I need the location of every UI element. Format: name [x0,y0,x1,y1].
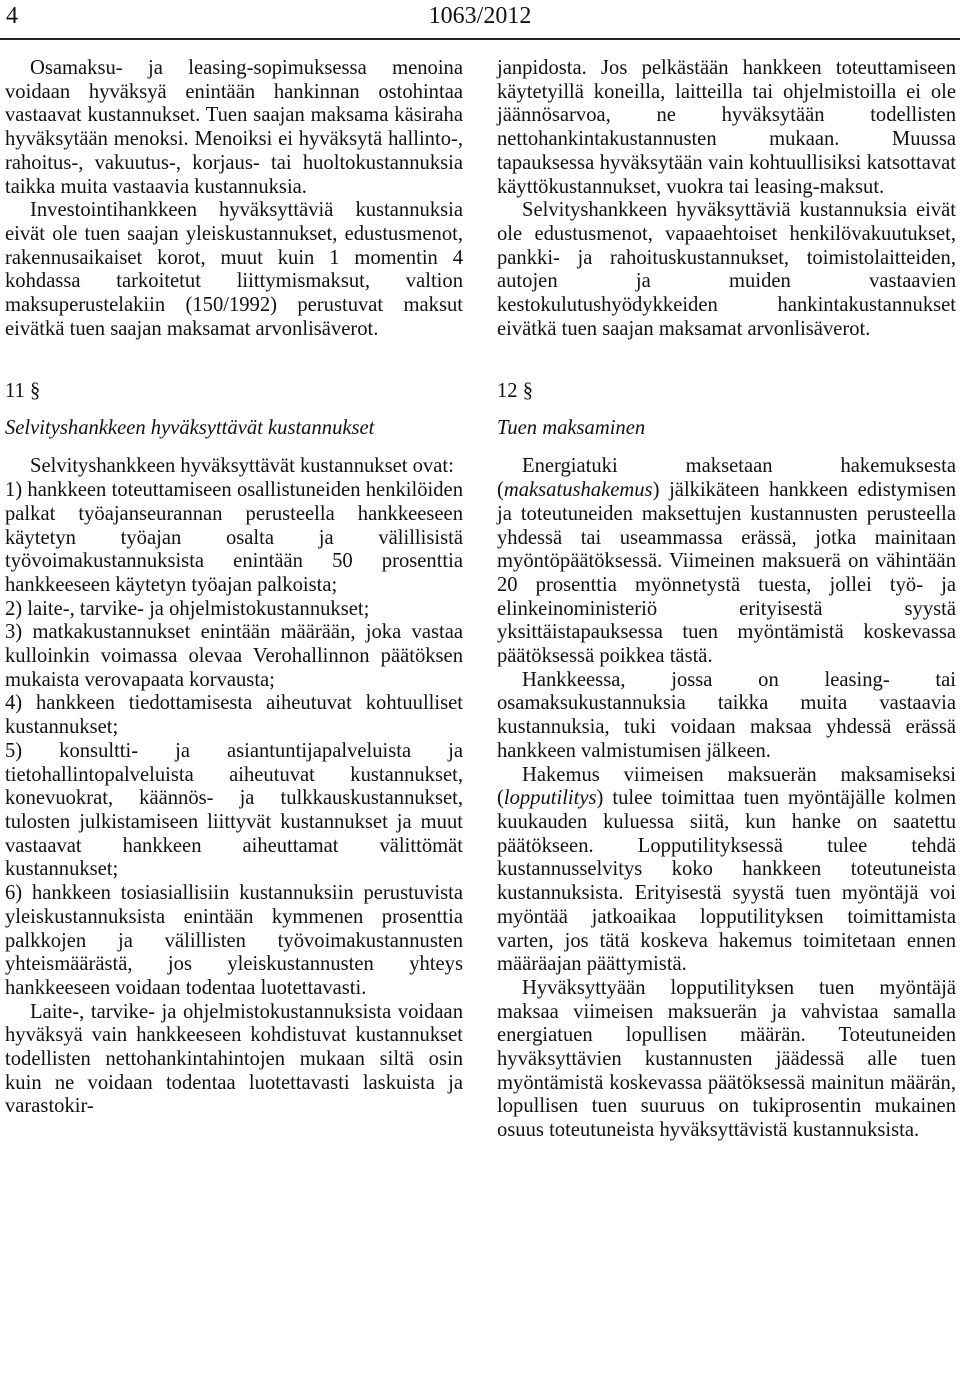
list-item: 6) hankkeen tosiasiallisiin kustannuksiin perustuvista yleiskustannuksista enintään kymmenen prosenttia palkkojen ja välillisten työvoimakustannusten yhteismäärästä, jos yleiskustannusten yhteys hankkeeseen voidaan todentaa luotettavasti. [5,882,463,999]
list-item: 2) laite-, tarvike- ja ohjelmistokustannukset; [5,597,370,620]
list-item: 3) matkakustannukset enintään määrään, joka vastaa kulloinkin voimassa olevaa Verohallinnon päätöksen mukaista verovapaata korvausta; [5,621,463,691]
defined-term: maksatushakemus [503,479,653,502]
paragraph [497,764,956,977]
paragraph: janpidosta. Jos pelkästään hankkeen toteuttamiseen käytetyillä koneilla, laitteilla tai ohjelmistoilla ei ole jäännösarvoa, ne hyväksytään todellisten nettohankintakustannusten mukaan. Muussa tapauksessa hyväksytään vain kohtuullisiksi katsottavat käyttökustannukset, vuokra tai leasing-maksut. [497,57,956,198]
list-item: 4) hankkeen tiedottamisesta aiheutuvat kohtuulliset kustannukset; [5,692,463,739]
page-header [0,0,960,40]
page-number: 4 [6,3,18,29]
left-column [5,57,463,1119]
section-number: 12 § [497,380,534,403]
paragraph: Selvityshankkeen hyväksyttävät kustannukset ovat: [30,455,454,478]
paragraph: Investointihankkeen hyväksyttäviä kustannuksia eivät ole tuen saajan yleiskustannukset, edustusmenot, rakennusaikaiset korot, muut kuin 1 momentin 4 kohdassa tarkoitetut liittymismaksut, valtion maksuperustelakiin (150/1992) perustuvat maksut eivätkä tuen saajan maksamat arvonlisäverot. [5,199,463,340]
paragraph: Hankkeessa, jossa on leasing- tai osamaksukustannuksia taikka muita vastaavia kustannuksia, tuki voidaan maksaa yhdessä erässä hankkeen valmistumisen jälkeen. [497,668,956,762]
paragraph: Hyväksyttyään lopputilityksen tuen myöntäjä maksaa viimeisen maksuerän ja vahvistaa samalla energiatuen lopullisen määrän. Toteutuneiden hyväksyttävien kustannusten jäädessä alle tuen myöntämistä koskevassa päätöksessä mainitun määrän, lopullisen tuen suuruus on tukiprosentin mukainen osuus toteutuneista hyväksyttävistä kustannuksista. [497,976,956,1142]
paragraph: Laite-, tarvike- ja ohjelmistokustannuksista voidaan hyväksyä vain hankkeeseen kohdistuvat kustannukset todellisten nettohankintahintojen mukaan siltä osin kuin ne voidaan todentaa luotettavasti laskuista ja varastokir- [5,1000,463,1118]
header-rule [0,38,960,40]
document-id: 1063/2012 [428,3,532,29]
defined-term: lopputilitys [503,787,597,810]
paragraph: Selvityshankkeen hyväksyttäviä kustannuksia eivät ole edustusmenot, vapaaehtoiset henkilövakuutukset, pankki- ja rahoituskustannukset, toimistolaitteiden, autojen ja muiden vastaavien kestokulutushyödykkeiden hankintakustannukset eivätkä tuen saajan maksamat arvonlisäverot. [497,199,956,340]
paragraph [497,455,956,668]
section-title: Tuen maksaminen [497,417,646,440]
section-title: Selvityshankkeen hyväksyttävät kustannukset [5,417,375,440]
list-item: 1) hankkeen toteuttamiseen osallistuneiden henkilöiden palkat työajanseurannan perusteella hankkeeseen käytetyn työajan osalta ja välillisistä työvoimakustannuksista enintään 50 prosenttia hankkeeseen käytetyn työajan palkoista; [5,479,463,596]
text-run: Energiatuki maksetaan hakemuksesta ( [497,455,956,502]
list-item: 5) konsultti- ja asiantuntijapalveluista ja tietohallintopalveluista aiheutuvat kustannukset, konevuokrat, käännös- ja tulkkauskustannukset, tulosten julkistamiseen liittyvät kustannukset ja muut vastaavat hankkeen aiheuttamat välittömät kustannukset; [5,739,463,881]
right-column [497,57,956,1143]
text-run: ) tulee toimittaa tuen myöntäjälle kolmen kuukauden kuluessa siitä, kun hanke on saatettu päätökseen. Lopputilityksessä tulee tehdä kustannusselvitys koko hankkeen toteutuneista kustannuksista. Erityisestä syystä tuen myöntäjä voi myöntää jatkoaikaa lopputilityksen toimittamista varten, jos tätä koskeva hakemus toimitetaan ennen määräajan päättymistä. [497,787,956,976]
text-run: ) jälkikäteen hankkeen edistymisen ja toteutuneiden maksettujen kustannusten perusteella yhdessä tai useammassa erässä, jotka mainitaan myöntöpäätöksessä. Viimeinen maksuerä on vähintään 20 prosenttia myönnetystä tuesta, jollei työ- ja elinkeinoministeriö erityisestä syystä yksittäistapauksessa tuen myöntämistä koskevassa päätöksessä poikkea tästä. [497,479,956,668]
text-run: Hakemus viimeisen maksuerän maksamiseksi ( [497,763,956,810]
section-number: 11 § [5,380,41,403]
paragraph: Osamaksu- ja leasing-sopimuksessa menoina voidaan hyväksyä enintään hankinnan ostohintaa vastaavat kustannukset. Tuen saajan maksama käsiraha hyväksytään menoksi. Menoiksi ei hyväksytä hallinto-, rahoitus-, vakuutus-, korjaus- tai huoltokustannuksia taikka muita vastaavia kustannuksia. [5,57,463,198]
